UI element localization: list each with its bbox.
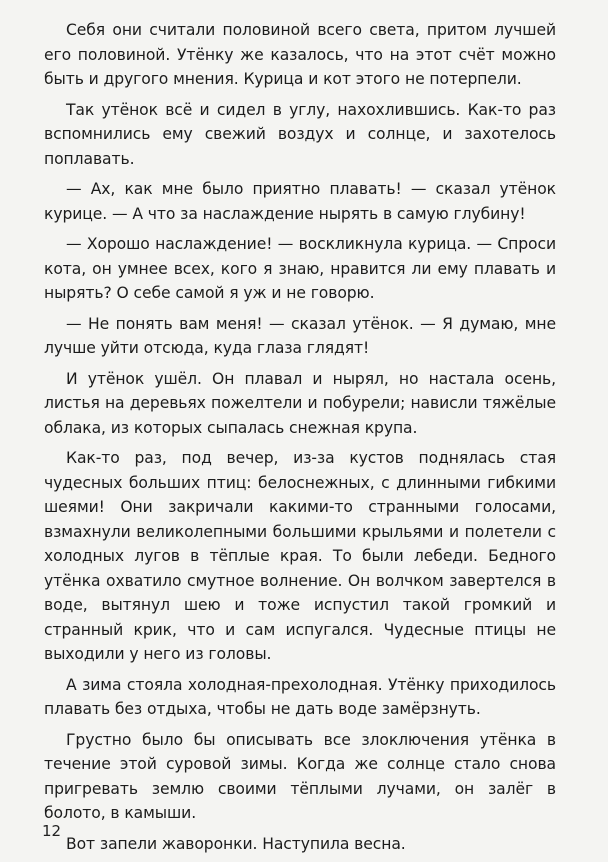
paragraph: Как-то раз, под вечер, из-за кустов поднялась стая чудесных больших птиц: белоснежных, с длинными гибкими шеями! Они закричали какими-то странными голосами, взмахнули великолепными большими крыльями и полетели с холодных лугов в тёплые края. То были лебеди. Бедного утёнка охватило смутное волнение. Он волчком завертелся в воде, вытянул шею и тоже испустил такой громкий и странный крик, что и сам испугался. Чудесные птицы не выходили у него из головы. [44,449,556,663]
paragraph: Себя они считали половиной всего света, притом лучшей его половиной. Утёнку же казалось, что на этот счёт можно быть и другого мнения. Курица и кот этого не потерпели. [44,21,556,88]
paragraph: — Ах, как мне было приятно плавать! — сказал утёнок курице. — А что за наслаждение нырять в самую глубину! [44,180,556,223]
story-text [44,18,556,862]
paragraph: — Не понять вам меня! — сказал утёнок. — Я думаю, мне лучше уйти отсюда, куда глаза глядят! [44,314,556,357]
paragraph: Так утёнок всё и сидел в углу, нахохлившись. Как-то раз вспомнились ему свежий воздух и солнце, и захотелось поплавать. [44,100,556,168]
paragraph: И утёнок ушёл. Он плавал и нырял, но настала осень, листья на деревьях пожелтели и побурели; нависли тяжёлые облака, из которых сыпалась снежная крупа. [44,369,556,437]
paragraph: А зима стояла холодная-прехолодная. Утёнку приходилось плавать без отдыха, чтобы не дать воде замёрзнуть. [44,675,556,718]
page-number: 12 [42,822,62,840]
paragraph: Вот запели жаворонки. Наступила весна. [66,834,406,853]
paragraph: — Хорошо наслаждение! — воскликнула курица. — Спроси кота, он умнее всех, кого я знаю, нравится ли ему плавать и нырять? О себе самой я уж и не говорю. [44,235,556,302]
paragraph: Грустно было бы описывать все злоключения утёнка в течение этой суровой зимы. Когда же солнце стало снова пригревать землю своими тёплыми лучами, он залёг в болото, в камыши. [44,730,556,822]
